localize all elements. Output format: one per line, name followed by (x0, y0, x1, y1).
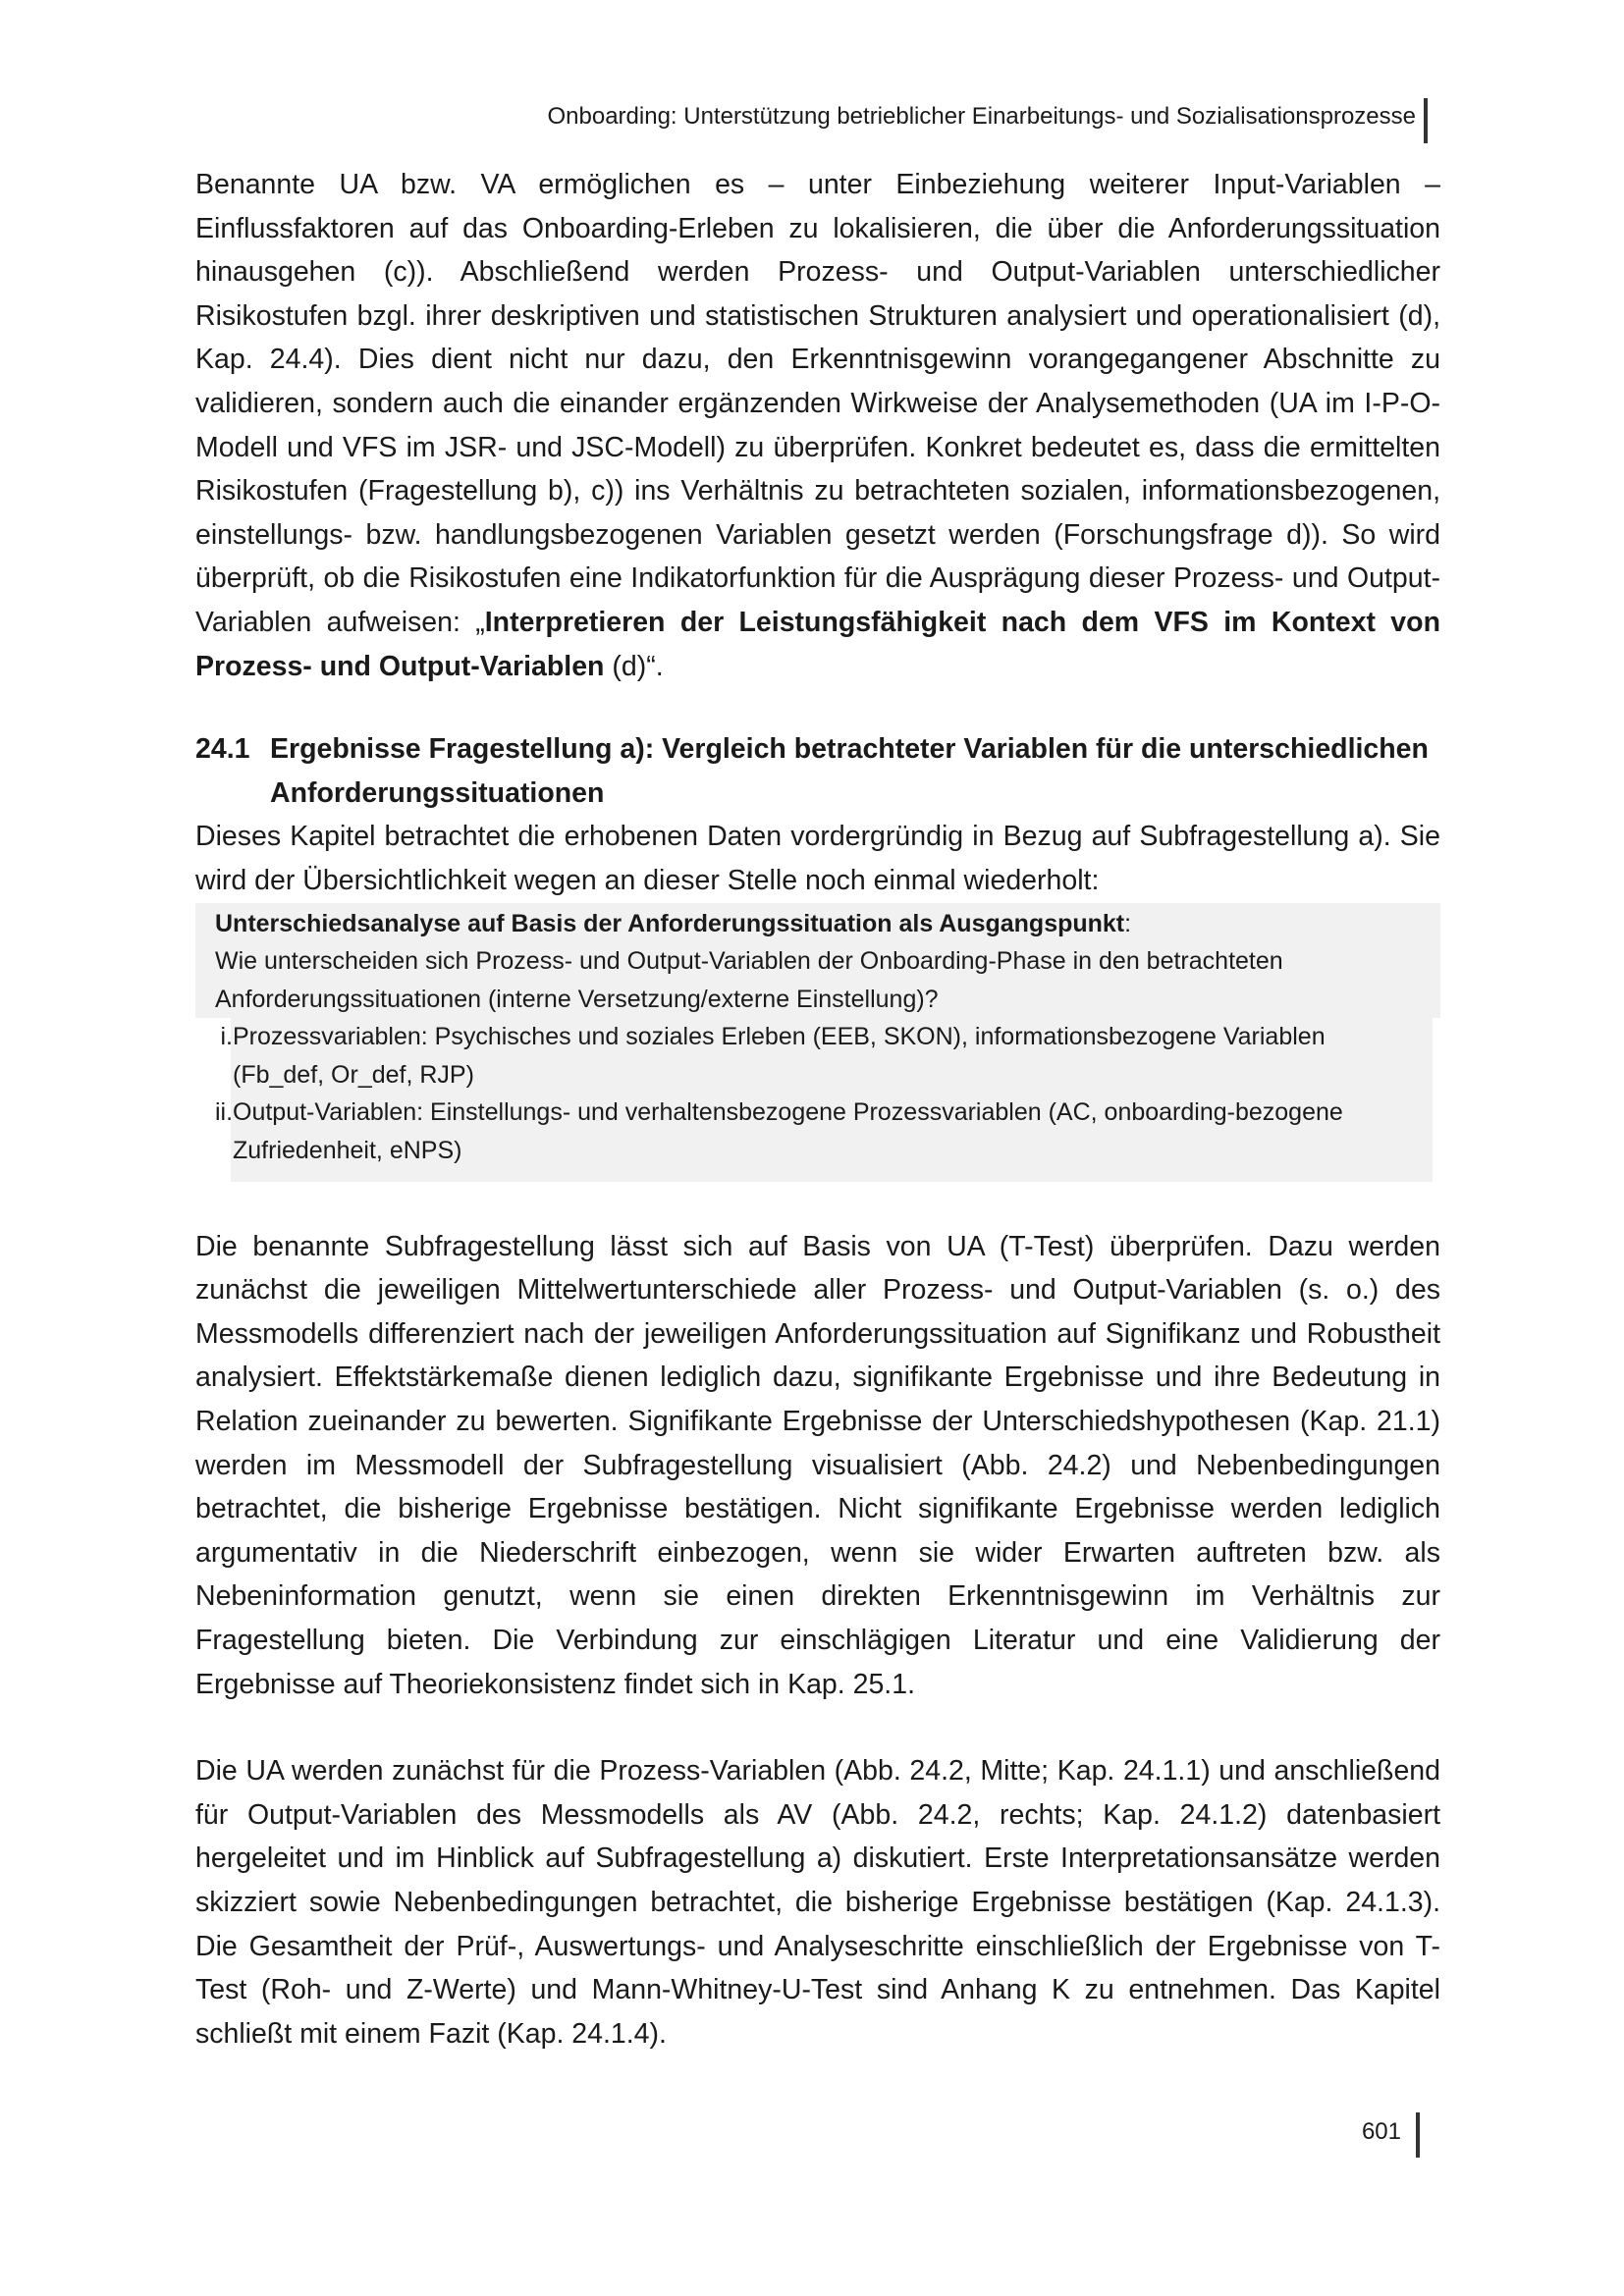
list-item-text: Output-Variablen: Einstellungs- und verhaltensbezogene Prozessvariablen (AC, onboarding-bezogene Zufriedenheit, eNPS) (233, 1098, 1343, 1165)
intro-paragraph (195, 163, 1440, 688)
intro-bold-text: Interpretieren der Leistungsfähigkeit nach dem VFS im Kontext von Prozess- und Output-Variablen (195, 606, 1440, 682)
paragraph: Die benannte Subfragestellung lässt sich auf Basis von UA (T-Test) überprüfen. Dazu werden zunächst die jeweiligen Mittelwertunterschiede aller Prozess- und Output-Variablen (s. o.) des Messmodells differenziert nach der jeweiligen Anforderungssituation auf Signifikanz und Robustheit analysiert. Effektstärkemaße dienen lediglich dazu, signifikante Ergebnisse und ihre Bedeutung in Relation zueinander zu bewerten. Signifikante Ergebnisse der Unterschiedshypothesen (Kap. 21.1) werden im Messmodell der Subfragestellung visualisiert (Abb. 24.2) und Nebenbedingungen betrachtet, die bisherige Ergebnisse bestätigen. Nicht signifikante Ergebnisse werden lediglich argumentativ in die Niederschrift einbezogen, wenn sie wider Erwarten auftreten bzw. als Nebeninformation genutzt, wenn sie einen direkten Erkenntnisgewinn im Verhältnis zur Fragestellung bieten. Die Verbindung zur einschlägigen Literatur und eine Validierung der Ergebnisse auf Theoriekonsistenz findet sich in Kap. 25.1. (195, 1230, 1440, 1700)
question-box-list (215, 1018, 1433, 1181)
list-item (220, 1018, 1423, 1094)
section-number: 24.1 (195, 733, 250, 766)
page-body (195, 163, 1440, 2056)
paragraph: Die UA werden zunächst für die Prozess-Variablen (Abb. 24.2, Mitte; Kap. 24.1.1) und anschließend für Output-Variablen des Messmodells als AV (Abb. 24.2, rechts; Kap. 24.1.2) datenbasiert hergeleitet und im Hinblick auf Subfragestellung a) diskutiert. Erste Interpretationsansätze werden skizziert sowie Nebenbedingungen betrachtet, die bisherige Ergebnisse bestätigen (Kap. 24.1.3). Die Gesamtheit der Prüf-, Auswertungs- und Analyseschritte einschließlich der Ergebnisse von T-Test (Roh- und Z-Werte) und Mann-Whitney-U-Test sind Anhang K zu entnehmen. Das Kapitel schließt mit einem Fazit (Kap. 24.1.4). (195, 1755, 1440, 2050)
question-box (195, 903, 1440, 1182)
list-item-text: Prozessvariablen: Psychisches und soziales Erleben (EEB, SKON), informationsbezogene Variablen (Fb_def, Or_def, RJP) (233, 1023, 1326, 1089)
section-intro: Dieses Kapitel betrachtet die erhobenen Daten vordergründig in Bezug auf Subfragestellung a). Sie wird der Übersichtlichkeit wegen an dieser Stelle noch einmal wiederholt: (195, 821, 1440, 896)
list-item (215, 1094, 1423, 1169)
question-box-title-suffix: : (1124, 909, 1132, 937)
page-number: 601 (1361, 2118, 1401, 2145)
question-box-title (215, 905, 1431, 943)
running-header: Onboarding: Unterstützung betrieblicher Einarbeitungs- und Sozialisationsprozesse (547, 103, 1416, 130)
intro-tail-text: (d)“. (604, 650, 664, 682)
footer-rule (1416, 2112, 1420, 2158)
list-marker: i. (220, 1023, 233, 1051)
list-marker: ii. (215, 1098, 234, 1127)
header-rule (1424, 98, 1428, 143)
section-heading (195, 727, 1440, 815)
question-box-question: Wie unterscheiden sich Prozess- und Output-Variablen der Onboarding-Phase in den betrachteten Anforderungssituationen (interne Versetzung/externe Einstellung)? (215, 947, 1283, 1013)
intro-text: Benannte UA bzw. VA ermöglichen es – unter Einbeziehung weiterer Input-Variablen – Einflussfaktoren auf das Onboarding-Erleben zu lokalisieren, die über die Anforderungssituation hinausgehen (c)). Abschließend werden Prozess- und Output-Variablen unterschiedlicher Risikostufen bzgl. ihrer deskriptiven und statistischen Strukturen analysiert und operationalisiert (d), Kap. 24.4). Dies dient nicht nur dazu, den Erkenntnisgewinn vorangegangener Abschnitte zu validieren, sondern auch die einander ergänzenden Wirkweise der Analysemethoden (UA im I-P-O-Modell und VFS im JSR- und JSC-Modell) zu überprüfen. Konkret bedeutet es, dass die ermittelten Risikostufen (Fragestellung b), c)) ins Verhältnis zu betrachteten sozialen, informationsbezogenen, einstellungs- bzw. handlungsbezogenen Variablen gesetzt werden (Forschungsfrage d)). So wird überprüft, ob die Risikostufen eine Indikatorfunktion für die Ausprägung dieser Prozess- und Output-Variablen aufweisen: „ (195, 169, 1440, 638)
question-box-title-bold: Unterschiedsanalyse auf Basis der Anforderungssituation als Ausgangspunkt (215, 909, 1125, 937)
section-title: Ergebnisse Fragestellung a): Vergleich betrachteter Variablen für die unterschiedlichen Anforderungssituationen (270, 733, 1429, 809)
